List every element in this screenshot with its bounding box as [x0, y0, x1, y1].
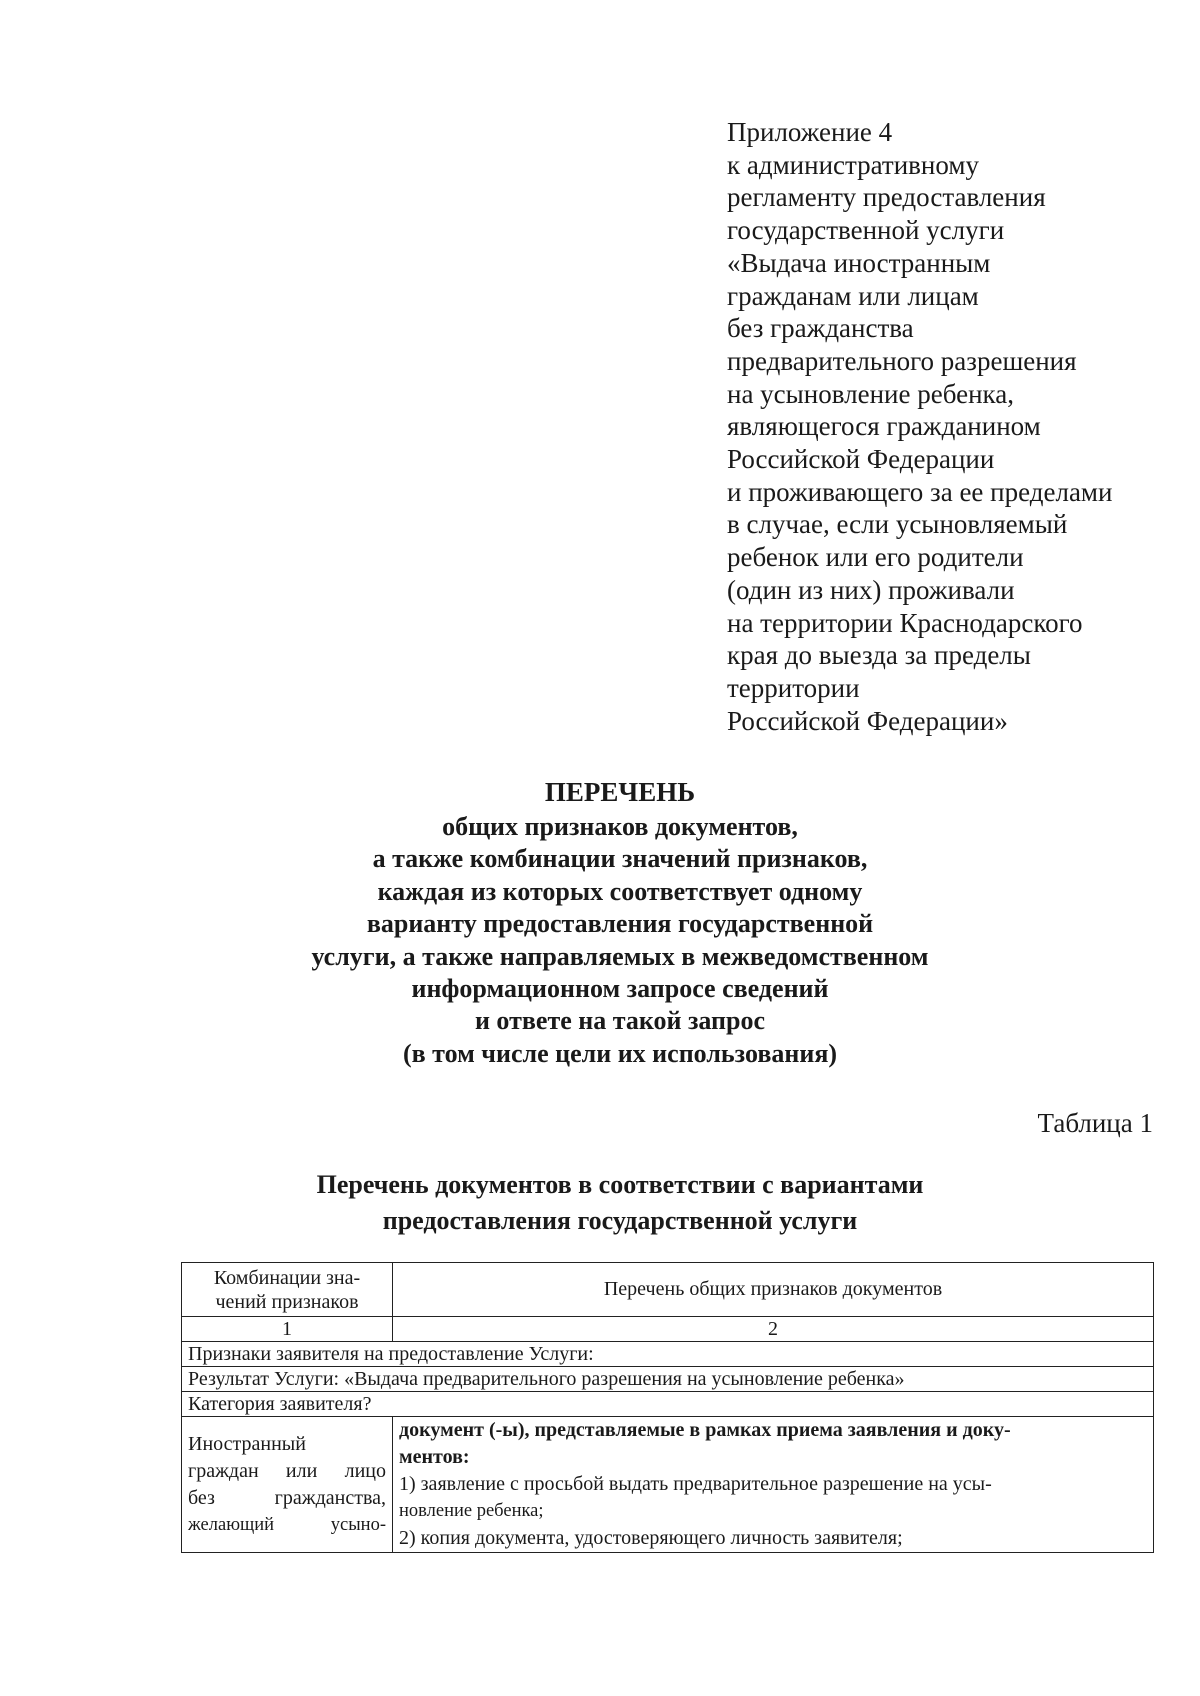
header-text: Комбинации зна-	[213, 1266, 361, 1289]
appendix-line: к административному	[727, 149, 979, 180]
documents-table	[181, 1262, 1154, 1553]
appendix-line: на усыновление ребенка,	[727, 378, 1014, 409]
appendix-line: на территории Краснодарского	[727, 607, 1083, 638]
cell-line: желающий усыно-	[188, 1514, 386, 1535]
title-line: а также комбинации значений признаков,	[372, 844, 868, 874]
title-heading: ПЕРЕЧЕНЬ	[544, 777, 696, 807]
cell-line: документ (-ы), представляемые в рамках приема заявления и доку-	[399, 1419, 1011, 1441]
column-number: 2	[393, 1317, 1154, 1342]
appendix-line: Российской Федерации	[727, 444, 995, 475]
title-line: каждая из которых соответствует одному	[377, 876, 863, 906]
table-row	[182, 1367, 1154, 1392]
column-number: 1	[182, 1317, 393, 1342]
table-number: Таблица 1	[1037, 1108, 1153, 1138]
document-title	[200, 776, 1040, 1070]
applicant-category-cell: Категория заявителя?	[182, 1392, 1154, 1417]
header-cell-combinations	[182, 1263, 393, 1317]
appendix-line: края до выезда за пределы	[727, 640, 1031, 671]
applicant-signs-cell: Признаки заявителя на предоставление Услуги:	[182, 1342, 1154, 1367]
appendix-line: без гражданства	[727, 313, 914, 344]
table-row	[182, 1392, 1154, 1417]
service-result-cell: Результат Услуги: «Выдача предварительного разрешения на усыновление ребенка»	[182, 1367, 1154, 1392]
cell-line: граждан или лицо	[188, 1459, 386, 1482]
appendix-line: и проживающего за ее пределами	[727, 476, 1113, 507]
title-line: варианту предоставления государственной	[366, 909, 874, 939]
column-number-row	[182, 1317, 1154, 1342]
table-title-line: предоставления государственной услуги	[382, 1206, 858, 1235]
cell-line: 2) копия документа, удостоверяющего личность заявителя;	[399, 1527, 903, 1549]
cell-line: новление ребенка;	[399, 1501, 544, 1521]
header-text: чений признаков	[215, 1290, 359, 1313]
appendix-line: «Выдача иностранным	[727, 247, 991, 278]
cell-line: Иностранный	[188, 1432, 306, 1455]
appendix-line: (один из них) проживали	[727, 574, 1015, 605]
appendix-line: в случае, если усыновляемый	[727, 509, 1068, 540]
title-subheading	[200, 811, 1040, 1070]
documents-list-cell	[393, 1417, 1154, 1553]
appendix-line: государственной услуги	[727, 215, 1005, 246]
title-line: и ответе на такой запрос	[474, 1006, 766, 1036]
appendix-note	[727, 116, 1167, 737]
title-line: услуги, а также направляемых в межведомственном	[311, 941, 929, 971]
title-line: информационном запросе сведений	[411, 974, 829, 1004]
appendix-line: гражданам или лицам	[727, 280, 979, 311]
appendix-line: являющегося гражданином	[727, 411, 1041, 442]
table-title-line: Перечень документов в соответствии с вариантами	[316, 1170, 924, 1199]
title-line: (в том числе цели их использования)	[402, 1038, 838, 1068]
applicant-combination-cell	[182, 1417, 393, 1553]
cell-line: ментов:	[399, 1446, 470, 1468]
table-row	[182, 1342, 1154, 1367]
appendix-line: Российской Федерации»	[727, 705, 1008, 736]
appendix-line: регламенту предоставления	[727, 182, 1046, 213]
table-title	[200, 1167, 1040, 1239]
appendix-line: территории	[727, 672, 860, 703]
table-header-row	[182, 1263, 1154, 1317]
appendix-line: ребенок или его родители	[727, 542, 1024, 573]
appendix-line: предварительного разрешения	[727, 345, 1077, 376]
cell-line: 1) заявление с просьбой выдать предварительное разрешение на усы-	[399, 1473, 992, 1495]
title-line: общих признаков документов,	[442, 812, 798, 841]
header-cell-documents: Перечень общих признаков документов	[393, 1263, 1154, 1317]
table-row	[182, 1417, 1154, 1553]
cell-line: без гражданства,	[188, 1486, 386, 1509]
appendix-line: Приложение 4	[727, 117, 893, 147]
